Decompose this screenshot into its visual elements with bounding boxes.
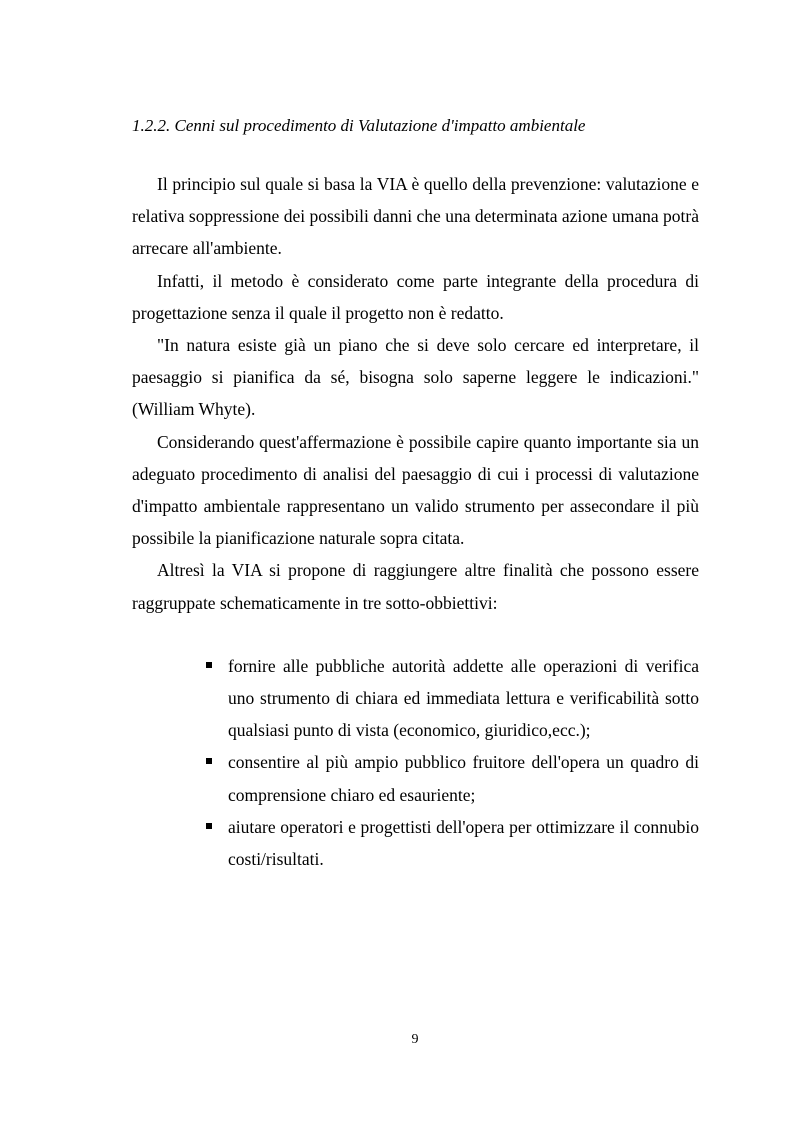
list-item-text: fornire alle pubbliche autorità addette alle operazioni di verifica uno strumento di chiara ed immediata lettura e verificabilità sotto qualsiasi punto di vista (economico, giuridico,ecc.); <box>228 655 699 741</box>
list-item <box>132 746 699 810</box>
square-bullet-icon <box>206 758 212 764</box>
body-text <box>132 168 699 875</box>
paragraph-principle: Il principio sul quale si basa la VIA è quello della prevenzione: valutazione e relativa soppressione dei possibili danni che una determinata azione umana potrà arrecare all'ambiente. <box>132 174 699 259</box>
paragraph-method: Infatti, il metodo è considerato come parte integrante della procedura di progettazione senza il quale il progetto non è redatto. <box>132 270 699 323</box>
list-item <box>132 650 699 747</box>
page-number: 9 <box>411 1032 419 1047</box>
section-heading: 1.2.2. Cenni sul procedimento di Valutazione d'impatto ambientale <box>132 116 586 135</box>
square-bullet-icon <box>206 823 212 829</box>
list-item-text: consentire al più ampio pubblico fruitore dell'opera un quadro di comprensione chiaro ed esauriente; <box>228 752 699 805</box>
paragraph-quote: "In natura esiste già un piano che si deve solo cercare ed interpretare, il paesaggio si pianifica da sé, bisogna solo saperne leggere le indicazioni." (William Whyte). <box>132 335 699 420</box>
square-bullet-icon <box>206 662 212 668</box>
paragraph-analysis: Considerando quest'affermazione è possibile capire quanto importante sia un adeguato procedimento di analisi del paesaggio di cui i processi di valutazione d'impatto ambientale rappresentano un valido strumento per assecondare il più possibile la pianificazione naturale sopra citata. <box>132 431 699 549</box>
paragraph-objectives: Altresì la VIA si propone di raggiungere altre finalità che possono essere raggruppate schematicamente in tre sotto-obbiettivi: <box>132 560 699 613</box>
objectives-list <box>132 650 699 875</box>
list-item-text: aiutare operatori e progettisti dell'opera per ottimizzare il connubio costi/risultati. <box>228 816 699 870</box>
list-item <box>132 811 699 875</box>
